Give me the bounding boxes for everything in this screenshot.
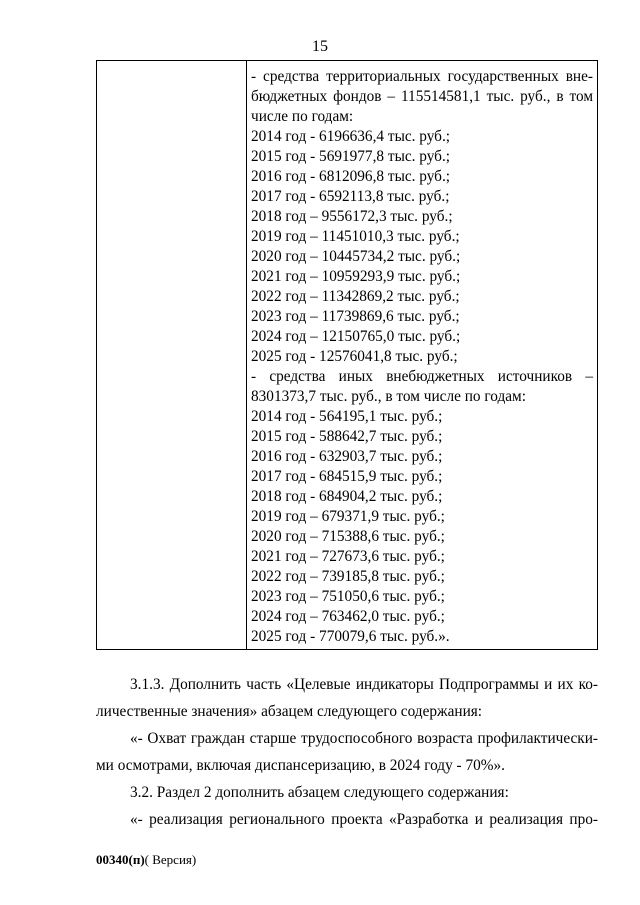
table-line: 2016 год - 632903,7 тыс. руб.; — [251, 448, 443, 465]
table-line: 2015 год - 588642,7 тыс. руб.; — [251, 428, 443, 445]
table-line: 2023 год – 751050,6 тыс. руб.; — [251, 588, 445, 605]
table-line: 2019 год – 679371,9 тыс. руб.; — [251, 508, 445, 525]
table-line: 2025 год - 12576041,8 тыс. руб.; — [251, 348, 458, 365]
amendment-text — [96, 671, 598, 833]
table-line: 8301373,7 тыс. руб., в том числе по годам: — [251, 388, 526, 405]
table-line: 2014 год - 564195,1 тыс. руб.; — [251, 408, 443, 425]
table-line: 2025 год - 770079,6 тыс. руб.». — [251, 628, 450, 645]
table-line: 2017 год - 6592113,8 тыс. руб.; — [251, 188, 450, 205]
table-line: 2024 год – 763462,0 тыс. руб.; — [251, 608, 445, 625]
funding-table-right-cell — [247, 67, 597, 647]
table-line: 2024 год – 12150765,0 тыс. руб.; — [251, 328, 461, 345]
table-line: 2014 год - 6196636,4 тыс. руб.; — [251, 128, 451, 145]
page-number: 15 — [312, 38, 328, 55]
table-line: 2021 год – 10959293,9 тыс. руб.; — [251, 268, 461, 285]
body-line: 3.2. Раздел 2 дополнить абзацем следующего содержания: — [130, 784, 509, 801]
table-line: 2018 год - 684904,2 тыс. руб.; — [251, 488, 443, 505]
body-line: «- Охват граждан старше трудоспособного возраста профилактически- — [130, 730, 598, 747]
body-line: ми осмотрами, включая диспансеризацию, в 2024 году - 70%». — [96, 757, 505, 774]
table-line: 2018 год – 9556172,3 тыс. руб.; — [251, 208, 453, 225]
table-line: 2017 год - 684515,9 тыс. руб.; — [251, 468, 443, 485]
table-line: 2015 год - 5691977,8 тыс. руб.; — [251, 148, 451, 165]
body-line: «- реализация регионального проекта «Разработка и реализация про- — [130, 811, 598, 828]
table-line: 2019 год – 11451010,3 тыс. руб.; — [251, 228, 460, 245]
document-version: ( Версия) — [144, 852, 197, 867]
body-line: 3.1.3. Дополнить часть «Целевые индикаторы Подпрограммы и их ко- — [130, 676, 598, 693]
funding-table — [96, 60, 598, 650]
body-line: личественные значения» абзацем следующего содержания: — [96, 703, 483, 720]
table-line: 2020 год – 10445734,2 тыс. руб.; — [251, 248, 461, 265]
table-line: 2023 год – 11739869,6 тыс. руб.; — [251, 308, 460, 325]
document-code: 00340(п) — [96, 852, 145, 867]
table-line: 2016 год - 6812096,8 тыс. руб.; — [251, 168, 451, 185]
table-line: - средства территориальных государственных вне- — [251, 68, 593, 85]
table-line: 2022 год – 739185,8 тыс. руб.; — [251, 568, 445, 585]
table-line: бюджетных фондов – 115514581,1 тыс. руб., в том — [251, 88, 593, 105]
document-footer — [96, 852, 196, 868]
funding-table-left-cell — [97, 61, 247, 649]
table-line: 2022 год – 11342869,2 тыс. руб.; — [251, 288, 460, 305]
table-line: - средства иных внебюджетных источников – — [251, 368, 593, 385]
table-line: числе по годам: — [251, 108, 354, 125]
table-line: 2020 год – 715388,6 тыс. руб.; — [251, 528, 445, 545]
table-line: 2021 год – 727673,6 тыс. руб.; — [251, 548, 445, 565]
